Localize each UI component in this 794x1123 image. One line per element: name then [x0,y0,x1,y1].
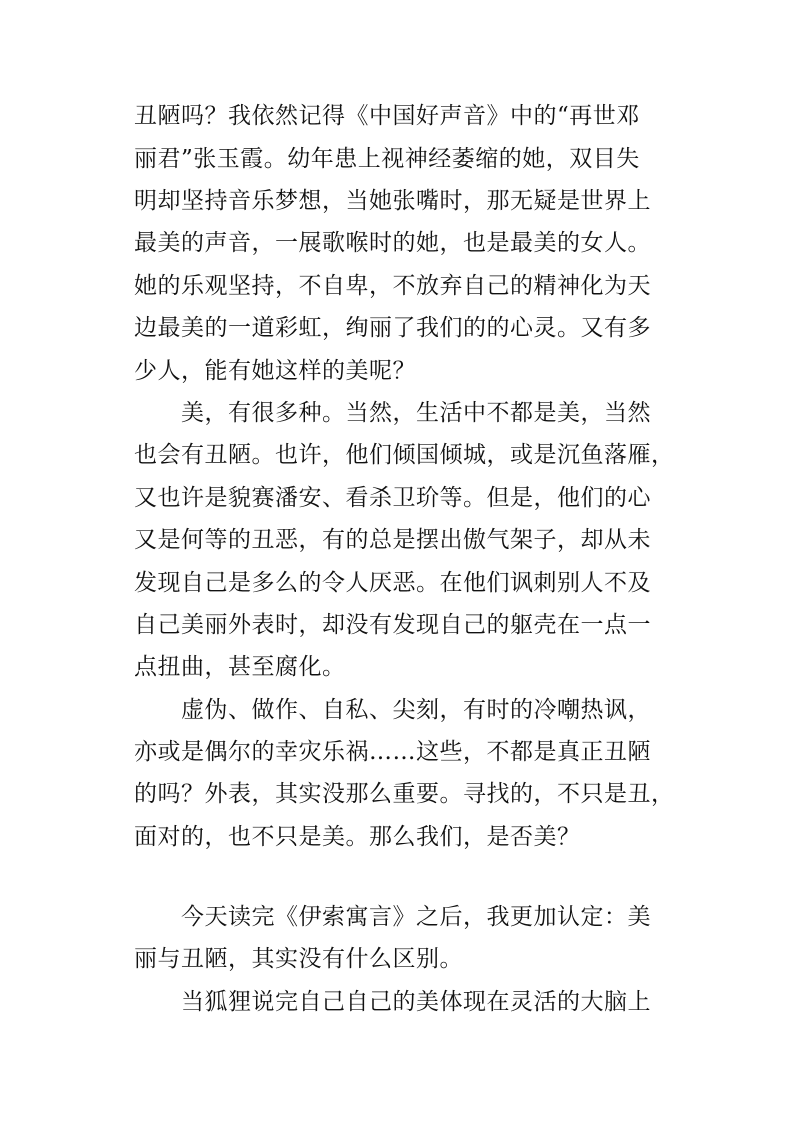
text-line: 又也许是貌赛潘安、看杀卫玠等。但是，他们的心 [134,485,651,511]
text-line: 少人，能有她这样的美呢？ [134,358,416,384]
text-line: 边最美的一道彩虹，绚丽了我们的的心灵。又有多 [134,315,651,341]
text-line: 亦或是偶尔的幸灾乐祸……这些，不都是真正丑陋 [134,739,651,765]
text-line: 美，有很多种。当然，生活中不都是美，当然 [134,400,651,426]
text-line: 今天读完《伊索寓言》之后，我更加认定：美 [134,904,651,930]
text-line: 当狐狸说完自己自己的美体现在灵活的大脑上 [134,989,651,1015]
text-line: 也会有丑陋。也许，他们倾国倾城，或是沉鱼落雁， [134,442,675,468]
text-line: 的吗？外表，其实没那么重要。寻找的，不只是丑， [134,781,675,807]
text-line: 丽君”张玉霞。幼年患上视神经萎缩的她，双目失 [134,146,640,172]
text-line: 点扭曲，甚至腐化。 [134,654,346,680]
text-line: 她的乐观坚持，不自卑，不放弃自己的精神化为天 [134,273,651,299]
text-line: 又是何等的丑恶，有的总是摆出傲气架子，却从未 [134,527,651,553]
text-line: 丑陋吗？我依然记得《中国好声音》中的“再世邓 [134,103,640,129]
text-line: 面对的，也不只是美。那么我们，是否美？ [134,824,581,850]
text-line: 虚伪、做作、自私、尖刻，有时的冷嘲热讽， [134,697,651,723]
text-line: 明却坚持音乐梦想，当她张嘴时，那无疑是世界上 [134,188,651,214]
text-line: 发现自己是多么的令人厌恶。在他们讽刺别人不及 [134,570,651,596]
text-line: 丽与丑陋，其实没有什么区别。 [134,946,463,972]
text-line: 自己美丽外表时，却没有发现自己的躯壳在一点一 [134,612,651,638]
text-line: 最美的声音，一展歌喉时的她，也是最美的女人。 [134,230,651,256]
